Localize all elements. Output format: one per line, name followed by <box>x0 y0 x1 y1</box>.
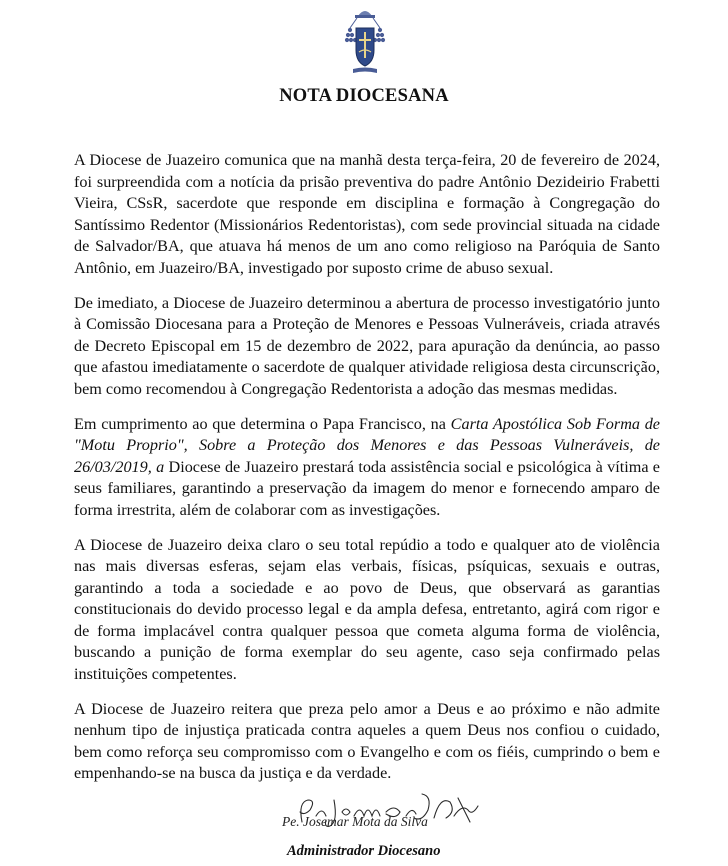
paragraph-3 <box>74 414 660 522</box>
paragraph-4: A Diocese de Juazeiro deixa claro o seu total repúdio a todo e qualquer ato de violência nas mais diversas esferas, sejam elas verbais, físicas, psíquicas, sexuais e outras, garantindo a toda a sociedade e ao povo de Deus, que observará as garantias constitucionais do devido processo legal e da ampla defesa, entretanto, agirá com rigor e de forma implacável contra qualquer pessoa que cometa alguma forma de violência, buscando a punição de forma exemplar do seu agente, caso seja confirmado pelas instituições competentes. <box>74 535 660 684</box>
paragraph-5: A Diocese de Juazeiro reitera que preza pelo amor a Deus e ao próximo e não admite nenhum tipo de injustiça praticada contra aqueles a quem Deus nos confiou o cuidado, bem como reforça seu compromisso com o Evangelho e com os fiéis, cumprindo o bem e empenhando-se na busca da justiça e da verdade. <box>74 699 660 783</box>
document-title: NOTA DIOCESANA <box>279 86 449 106</box>
paragraph-3-citation: Carta Apostólica Sob Forma de "Motu Proprio", Sobre a Proteção dos Menores e das Pessoas Vulneráveis, de 26/03/2019, a <box>74 414 660 476</box>
paragraph-3-end: Diocese de Juazeiro prestará toda assistência social e psicológica à vítima e seus familiares, garantindo a preservação da imagem do menor e fornecendo amparo de forma irrestrita, além de colaborar com as investigações. <box>74 457 660 519</box>
paragraph-2: De imediato, a Diocese de Juazeiro determinou a abertura de processo investigatório junto à Comissão Diocesana para a Proteção de Menores e Pessoas Vulneráveis, criada através de Decreto Episcopal em 15 de dezembro de 2022, para apuração da denúncia, ao passo que afastou imediatamente o sacerdote de qualquer atividade religiosa desta circunscrição, bem como recomendou à Congregação Redentorista a adoção das mesmas medidas. <box>74 293 660 398</box>
diocesan-coat-of-arms-icon <box>344 6 386 80</box>
signatory-name: Pe. Josemar Mota da Silva <box>282 814 428 829</box>
document-body <box>74 150 660 798</box>
paragraph-1: A Diocese de Juazeiro comunica que na manhã desta terça-feira, 20 de fevereiro de 2024, foi surpreendida com a notícia da prisão preventiva do padre Antônio Dezideirio Frabetti Vieira, CSsR, sacerdote que responde em disciplina e formação à Congregação do Santíssimo Redentor (Missionários Redentoristas), com sede provincial situada na cidade de Salvador/BA, que atuava há menos de um ano como religioso na Paróquia de Santo Antônio, em Juazeiro/BA, investigado por suposto crime de abuso sexual. <box>74 151 660 277</box>
signatory-role: Administrador Diocesano <box>287 843 441 859</box>
paragraph-3-start: Em cumprimento ao que determina o Papa Francisco, na <box>74 414 451 433</box>
